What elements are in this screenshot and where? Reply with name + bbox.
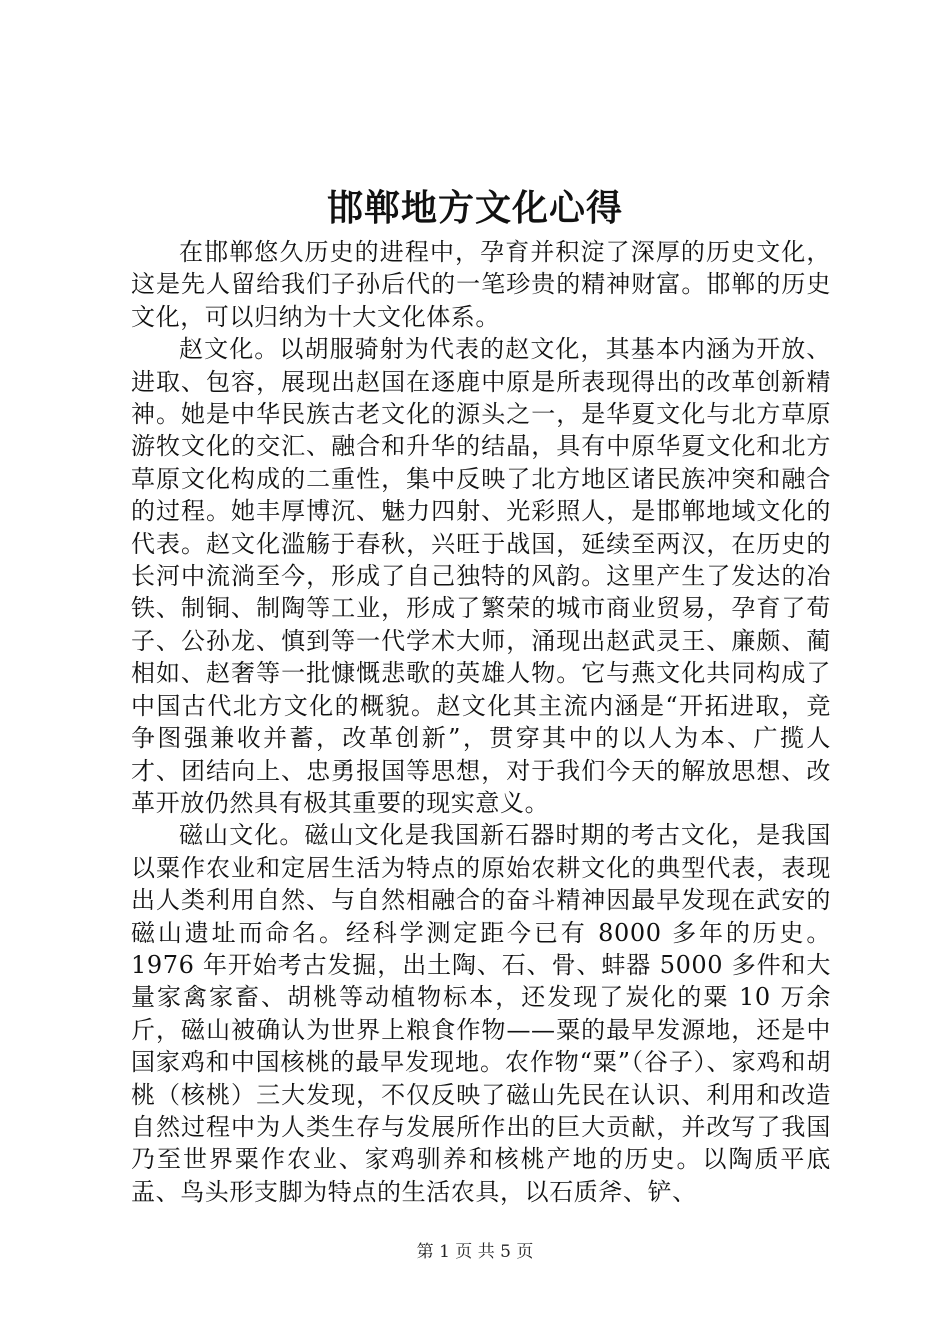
page-footer: 第 1 页 共 5 页 (416, 1242, 534, 1262)
paragraph-zhao-culture: 赵文化。以胡服骑射为代表的赵文化，其基本内涵为开放、进取、包容，展现出赵国在逐鹿中原是所表现得出的改革创新精神。她是中华民族古老文化的源头之一，是华夏文化与北方草原游牧文化的交汇、融合和升华的结晶，具有中原华夏文化和北方草原文化构成的二重性，集中反映了北方地区诸民族冲突和融合的过程。她丰厚博沉、魅力四射、光彩照人，是邯郸地域文化的代表。赵文化滥觞于春秋，兴旺于战国，延续至两汉，在历史的长河中流淌至今，形成了自己独特的风韵。这里产生了发达的冶铁、制铜、制陶等工业，形成了繁荣的城市商业贸易，孕育了荀子、公孙龙、慎到等一代学术大师，涌现出赵武灵王、廉颇、蔺相如、赵奢等一批慷慨悲歌的英雄人物。它与燕文化共同构成了中国古代北方文化的概貌。赵文化其主流内涵是“开拓进取，竞争图强兼收并蓄，改革创新”，贯穿其中的以人为本、广揽人才、团结向上、忠勇报国等思想，对于我们今天的解放思想、改革开放仍然具有极其重要的现实意义。 (131, 335, 831, 817)
document-body (131, 236, 831, 1208)
document-title: 邯郸地方文化心得 (326, 187, 623, 229)
paragraph-cishan-culture: 磁山文化。磁山文化是我国新石器时期的考古文化，是我国以粟作农业和定居生活为特点的原始农耕文化的典型代表，表现出人类利用自然、与自然相融合的奋斗精神因最早发现在武安的磁山遗址而命名。经科学测定距今已有 8000 多年的历史。1976 年开始考古发掘，出土陶、石、骨、蚌器 5000 多件和大量家禽家畜、胡桃等动植物标本，还发现了炭化的粟 10 万余斤，磁山被确认为世界上粮食作物——粟的最早发源地，还是中国家鸡和中国核桃的最早发现地。农作物“粟”（谷子）、家鸡和胡桃（核桃）三大发现，不仅反映了磁山先民在认识、利用和改造自然过程中为人类生存与发展所作出的巨大贡献，并改写了我国乃至世界粟作农业、家鸡驯养和核桃产地的历史。以陶质平底盂、鸟头形支脚为特点的生活农具，以石质斧、铲、 (131, 821, 831, 1206)
paragraph-intro: 在邯郸悠久历史的进程中，孕育并积淀了深厚的历史文化，这是先人留给我们子孙后代的一笔珍贵的精神财富。邯郸的历史文化，可以归纳为十大文化体系。 (131, 238, 831, 331)
